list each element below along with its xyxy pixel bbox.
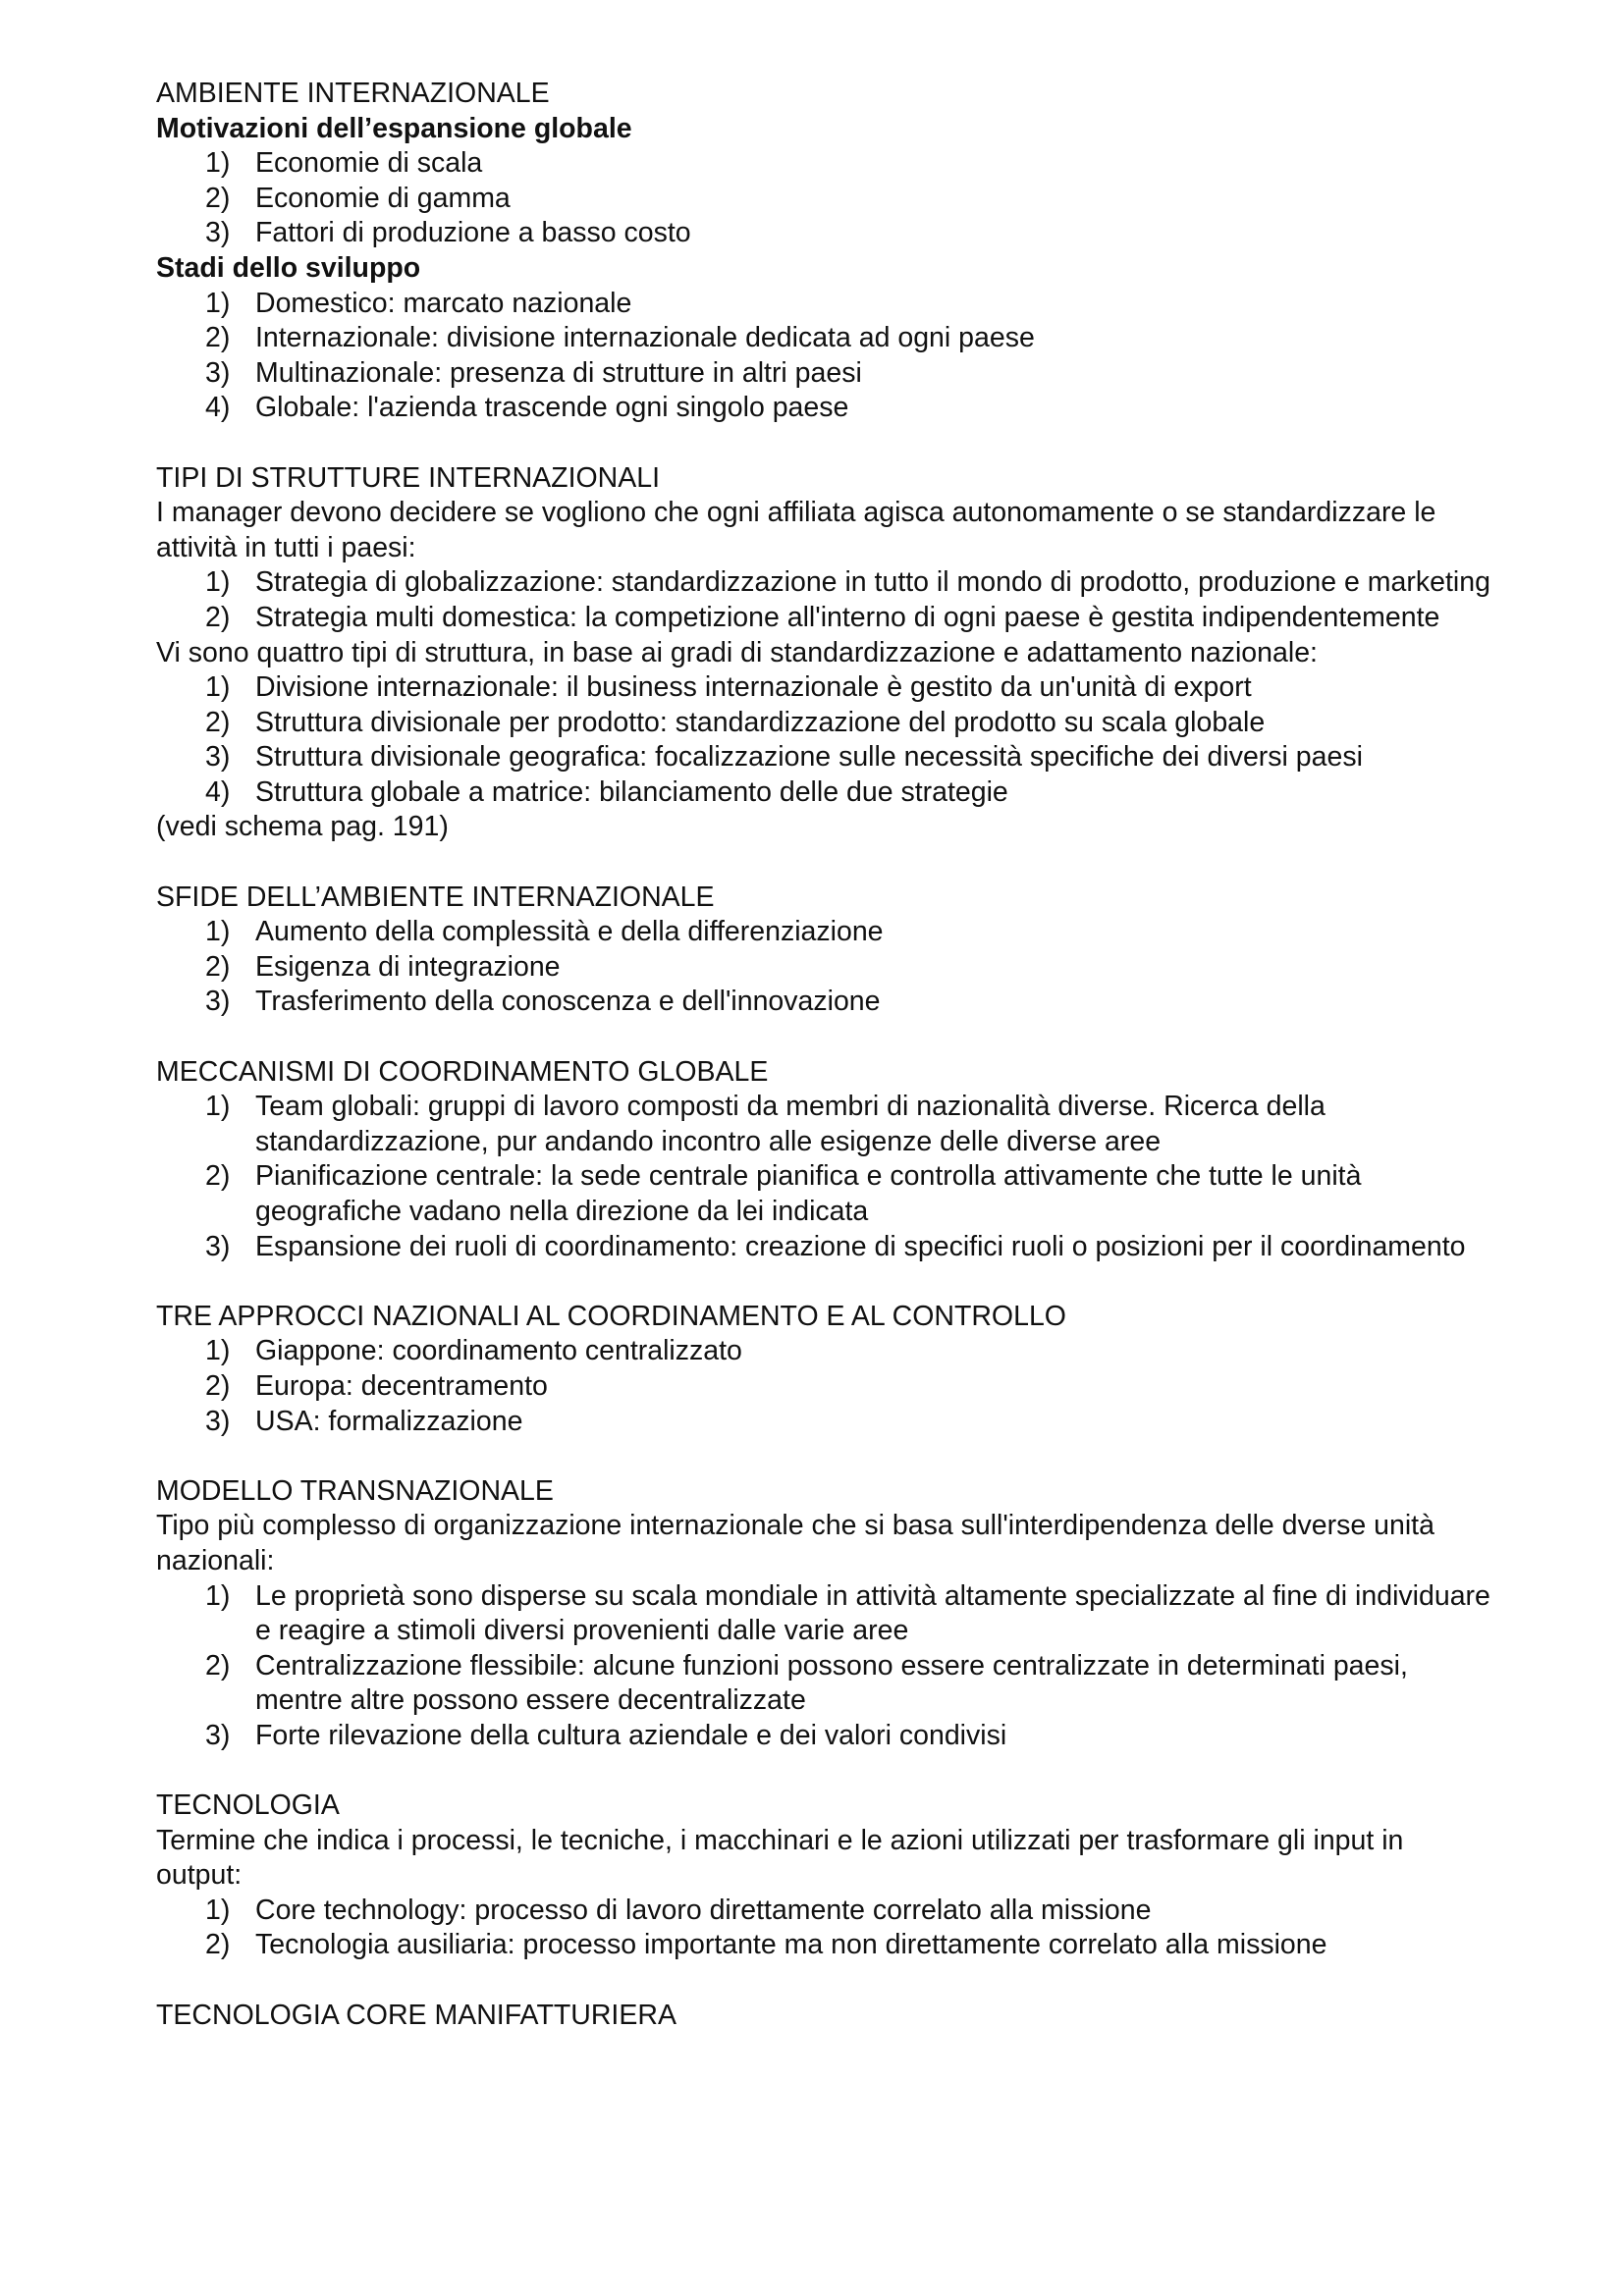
list-item-number: 3) (205, 217, 231, 249)
list-item-number: 1) (205, 1894, 231, 1926)
list-item (156, 565, 1491, 601)
list-item-number: 1) (205, 671, 231, 704)
list-item (156, 775, 1491, 811)
list-item-text: Centralizzazione flessibile: alcune funzioni possono essere centralizzate in determinati paesi, mentre altre possono essere decentralizzate (255, 1649, 1408, 1717)
list-item-text: Struttura divisionale geografica: focalizzazione sulle necessità specifiche dei diversi paesi (255, 741, 1363, 774)
list-item-text: Struttura globale a matrice: bilanciamento delle due strategie (255, 775, 1008, 808)
list-item-number: 1) (205, 1579, 231, 1612)
list-item (156, 1230, 1491, 1265)
list-item (156, 706, 1491, 741)
paragraph: Vi sono quattro tipi di struttura, in base ai gradi di standardizzazione e adattamento nazionale: (156, 636, 1318, 668)
section-heading: TECNOLOGIA (156, 1789, 340, 1822)
blank-line (156, 426, 1491, 461)
list-item-number: 3) (205, 986, 231, 1018)
list-item-number: 1) (205, 147, 231, 180)
list-item-text: Le proprietà sono disperse su scala mondiale in attività altamente specializzate al fine di individuare e reagire a stimoli diversi provenienti dalle varie aree (255, 1579, 1490, 1647)
numbered-list (156, 1579, 1491, 1754)
list-item-number: 2) (205, 1929, 231, 1961)
list-item-text: Espansione dei ruoli di coordinamento: creazione di specifici ruoli o posizioni per il coordinamento (255, 1230, 1466, 1262)
blank-line (156, 845, 1491, 881)
blank-line (156, 1020, 1491, 1055)
section-heading: AMBIENTE INTERNAZIONALE (156, 78, 550, 109)
list-item-text: Globale: l'azienda trascende ogni singolo paese (255, 392, 849, 424)
list-item (156, 1090, 1491, 1159)
list-item-text: Domestico: marcato nazionale (255, 287, 632, 319)
list-item-number: 2) (205, 182, 231, 214)
numbered-list (156, 565, 1491, 635)
numbered-list (156, 915, 1491, 1020)
list-item-number: 2) (205, 1160, 231, 1193)
section-heading: MODELLO TRANSNAZIONALE (156, 1474, 554, 1507)
list-item (156, 356, 1491, 392)
numbered-list (156, 1894, 1491, 1963)
list-item-number: 2) (205, 706, 231, 738)
list-item (156, 182, 1491, 217)
blank-line (156, 1439, 1491, 1474)
list-item-number: 1) (205, 566, 231, 599)
list-item-number: 4) (205, 392, 231, 424)
paragraph: (vedi schema pag. 191) (156, 811, 449, 843)
list-item-text: Tecnologia ausiliaria: processo importante ma non direttamente correlato alla missione (255, 1929, 1327, 1961)
list-item-number: 3) (205, 1230, 231, 1262)
list-item-text: Core technology: processo di lavoro direttamente correlato alla missione (255, 1894, 1152, 1926)
paragraph: Termine che indica i processi, le tecniche, i macchinari e le azioni utilizzati per trasformare gli input in output: (156, 1824, 1404, 1892)
list-item-number: 2) (205, 322, 231, 354)
section-heading: TIPI DI STRUTTURE INTERNAZIONALI (156, 461, 661, 494)
list-item-text: Europa: decentramento (255, 1369, 548, 1402)
list-item-text: Economie di scala (255, 147, 483, 180)
list-item-text: Team globali: gruppi di lavoro composti da membri di nazionalità diverse. Ricerca della standardizzazione, pur andando incontro alle esigenze delle diverse aree (255, 1091, 1325, 1157)
list-item (156, 216, 1491, 251)
numbered-list (156, 670, 1491, 810)
blank-line (156, 1963, 1491, 1999)
list-item-text: Esigenza di integrazione (255, 950, 561, 983)
list-item (156, 1369, 1491, 1405)
list-item (156, 1894, 1491, 1929)
list-item-text: Strategia di globalizzazione: standardizzazione in tutto il mondo di prodotto, produzione e marketing (255, 566, 1490, 599)
list-item-text: Multinazionale: presenza di strutture in altri paesi (255, 356, 862, 389)
paragraph: Tipo più complesso di organizzazione internazionale che si basa sull'interdipendenza delle dverse unità nazionali: (156, 1510, 1434, 1576)
subsection-heading: Stadi dello sviluppo (156, 251, 421, 284)
list-item-number: 3) (205, 1719, 231, 1751)
section-heading: SFIDE DELL’AMBIENTE INTERNAZIONALE (156, 881, 715, 913)
list-item-number: 3) (205, 1405, 231, 1437)
list-item (156, 1334, 1491, 1369)
list-item-number: 2) (205, 1369, 231, 1402)
subsection-heading: Motivazioni dell’espansione globale (156, 112, 632, 144)
list-item (156, 321, 1491, 356)
document-page (156, 77, 1491, 2033)
section-heading: TECNOLOGIA CORE MANIFATTURIERA (156, 1999, 676, 2031)
section-heading: TRE APPROCCI NAZIONALI AL COORDINAMENTO E AL CONTROLLO (156, 1300, 1066, 1332)
list-item-number: 1) (205, 1335, 231, 1367)
blank-line (156, 1264, 1491, 1300)
list-item-text: Internazionale: divisione internazionale dedicata ad ogni paese (255, 322, 1035, 354)
list-item-text: Divisione internazionale: il business internazionale è gestito da un'unità di export (255, 671, 1252, 704)
list-item (156, 287, 1491, 322)
list-item-number: 1) (205, 1091, 231, 1123)
list-item (156, 1928, 1491, 1963)
list-item (156, 915, 1491, 950)
section-heading: MECCANISMI DI COORDINAMENTO GLOBALE (156, 1055, 769, 1088)
list-item (156, 146, 1491, 182)
list-item-text: Forte rilevazione della cultura aziendale e dei valori condivisi (255, 1719, 1007, 1751)
list-item (156, 670, 1491, 706)
list-item (156, 740, 1491, 775)
paragraph: I manager devono decidere se vogliono che ogni affiliata agisca autonomamente o se standardizzare le attività in tutti i paesi: (156, 497, 1436, 563)
numbered-list (156, 287, 1491, 426)
list-item (156, 601, 1491, 636)
list-item (156, 1159, 1491, 1229)
list-item (156, 1405, 1491, 1440)
list-item-number: 4) (205, 775, 231, 808)
list-item-number: 1) (205, 916, 231, 948)
list-item-text: Strategia multi domestica: la competizione all'interno di ogni paese è gestita indipendentemente (255, 601, 1440, 633)
list-item-text: USA: formalizzazione (255, 1405, 523, 1437)
list-item (156, 1719, 1491, 1754)
list-item-number: 3) (205, 356, 231, 389)
list-item-text: Aumento della complessità e della differenziazione (255, 916, 884, 948)
list-item (156, 391, 1491, 426)
list-item-number: 2) (205, 1649, 231, 1682)
list-item (156, 1579, 1491, 1649)
list-item-text: Pianificazione centrale: la sede centrale pianifica e controlla attivamente che tutte le unità geografiche vadano nella direzione da lei indicata (255, 1160, 1362, 1227)
list-item-text: Struttura divisionale per prodotto: standardizzazione del prodotto su scala globale (255, 706, 1266, 738)
list-item-number: 2) (205, 601, 231, 633)
list-item (156, 985, 1491, 1020)
list-item (156, 950, 1491, 986)
list-item (156, 1649, 1491, 1719)
list-item-text: Giappone: coordinamento centralizzato (255, 1335, 742, 1367)
list-item-number: 3) (205, 741, 231, 774)
list-item-text: Trasferimento della conoscenza e dell'innovazione (255, 986, 881, 1018)
list-item-text: Economie di gamma (255, 182, 511, 214)
numbered-list (156, 146, 1491, 251)
list-item-number: 1) (205, 287, 231, 319)
list-item-text: Fattori di produzione a basso costo (255, 217, 691, 249)
list-item-number: 2) (205, 950, 231, 983)
numbered-list (156, 1090, 1491, 1264)
numbered-list (156, 1334, 1491, 1439)
blank-line (156, 1754, 1491, 1789)
